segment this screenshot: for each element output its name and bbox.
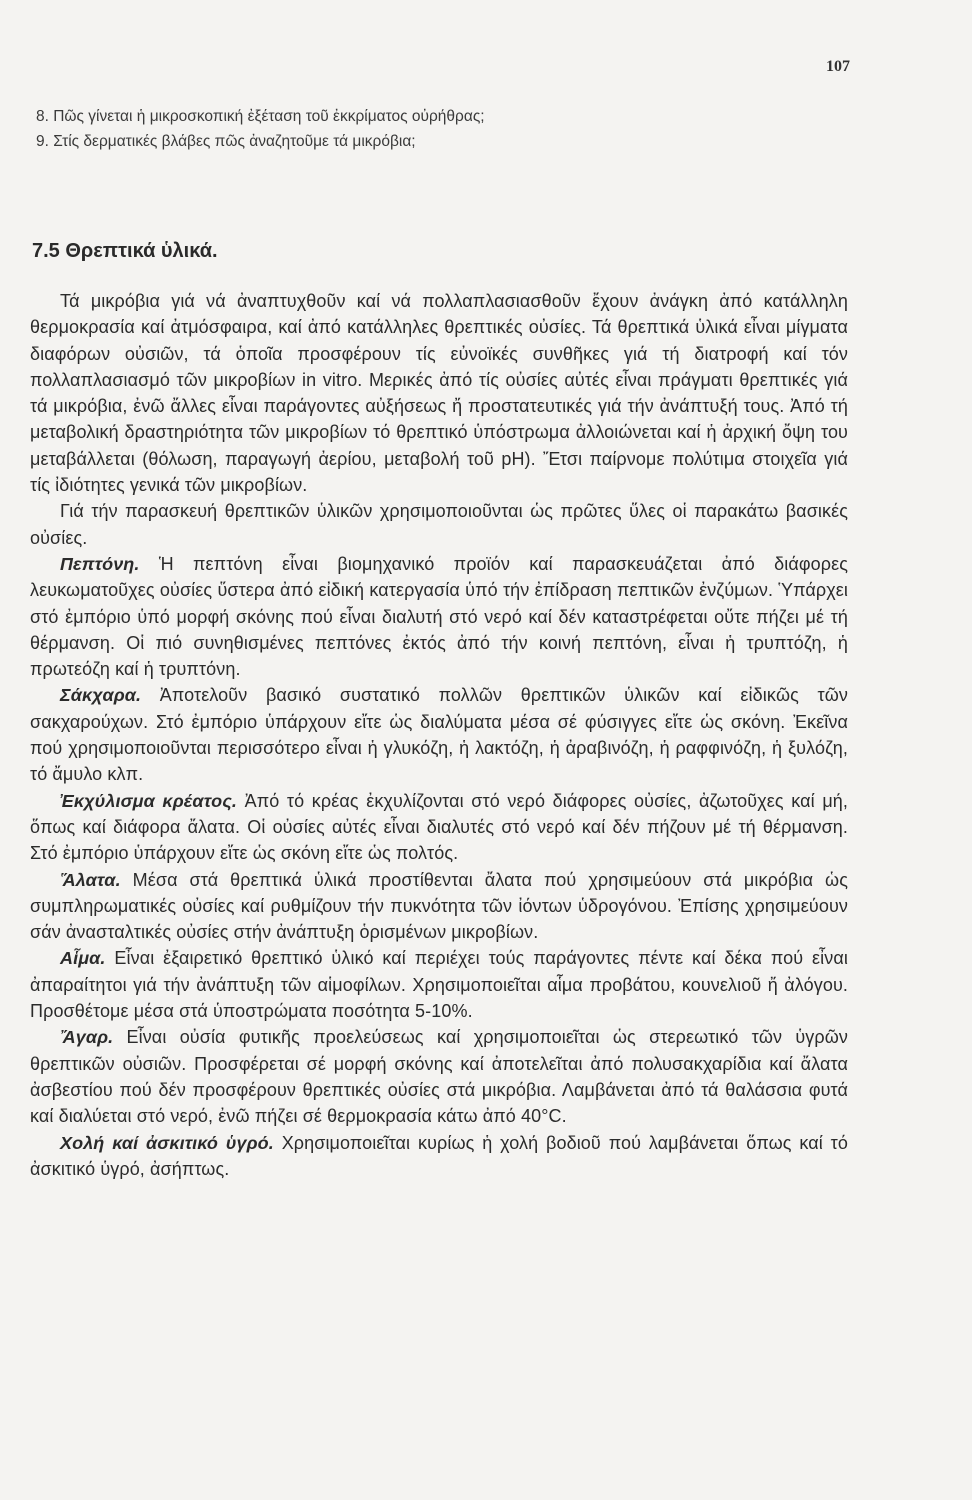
ingredient-paragraph-meat-extract bbox=[30, 788, 848, 867]
ingredient-paragraph-blood bbox=[30, 945, 848, 1024]
ingredient-paragraph-agar bbox=[30, 1024, 848, 1129]
ingredient-description: Εἶναι ἐξαιρετικό θρεπτικό ὑλικό καί περιέχει τούς παράγοντες πέντε καί δέκα πού εἶναι ἀπαραίτητοι γιά τήν ἀνάπτυξη τῶν αἱμοφίλων. Χρησιμοποιεῖται αἷμα προβάτου, κουνελιοῦ ἤ ἀλόγου. Προσθέτομε μέσα στά ὑποστρώματα ποσότητα 5-10%. bbox=[30, 948, 848, 1022]
ingredient-description: Εἶναι οὐσία φυτικῆς προελεύσεως καί χρησιμοποιεῖται ὡς στερεωτικό τῶν ὑγρῶν θρεπτικῶν οὐσιῶν. Προσφέρεται σέ μορφή σκόνης καί ἀποτελεῖται ἀπό πολυσακχαρίδια καί ἄλατα ἀσβεστίου πού δέν προσφέρουν θρεπτικές οὐσίες στά μικρόβια. Λαμβάνεται ἀπό τά θαλάσσια φυτά καί διαλύεται στό νερό, ἐνῶ πήζει σέ θερμοκρασία κάτω ἀπό 40°C. bbox=[30, 1027, 848, 1127]
ingredient-paragraph-salts bbox=[30, 867, 848, 946]
ingredient-description: Ἡ πεπτόνη εἶναι βιομηχανικό προϊόν καί παρασκευάζεται ἀπό διάφορες λευκωματοῦχες οὐσίες ὕστερα ἀπό εἰδική κατεργασία ὑπό τήν ἐπίδραση πεπτικῶν ἐνζύμων. Ὑπάρχει στό ἐμπόριο ὑπό μορφή σκόνης πού εἶναι διαλυτή στό νερό καί δέν καταστρέφεται οὔτε πήζει μέ τή θέρμανση. Οἱ πιό συνηθισμένες πεπτόνες ἐκτός ἀπό τήν κοινή πεπτόνη, εἶναι ἡ τρυπτόζη, ἡ πρωτεόζη καί ἡ τρυπτόνη. bbox=[30, 553, 848, 680]
question-item: 8. Πῶς γίνεται ἡ μικροσκοπική ἐξέταση τοῦ ἐκκρίματος οὐρήθρας; bbox=[36, 108, 485, 125]
review-questions bbox=[36, 104, 856, 154]
ingredient-description: Ἀποτελοῦν βασικό συστατικό πολλῶν θρεπτικῶν ὑλικῶν καί εἰδικῶς τῶν σακχαρούχων. Στό ἐμπόριο ὑπάρχουν εἴτε ὡς διαλύματα μέσα σέ φύσιγγες εἴτε ὡς σκόνη. Ἐκεῖνα πού χρησιμοποιοῦνται περισσότερο εἶναι ἡ γλυκόζη, ἡ λακτόζη, ἡ ἀραβινόζη, ἡ ραφφινόζη, ἡ ξυλόζη, τό ἄμυλο κλπ. bbox=[30, 685, 848, 785]
ingredient-paragraph-bile bbox=[30, 1130, 848, 1183]
section-body bbox=[30, 288, 848, 1182]
ingredient-term: Πεπτόνη. bbox=[60, 553, 140, 574]
ingredient-term: Ἄγαρ. bbox=[60, 1027, 114, 1048]
page-number: 107 bbox=[826, 58, 850, 75]
ingredient-term: Αἷμα. bbox=[60, 948, 106, 969]
ingredient-term: Ἐκχύλισμα κρέατος. bbox=[60, 790, 238, 811]
ingredient-description: Ἀπό τό κρέας ἐκχυλίζονται στό νερό διάφορες οὐσίες, ἀζωτοῦχες καί μή, ὅπως καί διάφορα ἄλατα. Οἱ οὐσίες αὐτές εἶναι διαλυτές στό νερό καί δέν πήζουν μέ τή θέρμανση. Στό ἐμπόριο ὑπάρχουν εἴτε ὡς σκόνη εἴτε ὡς πολτός. bbox=[30, 790, 848, 864]
ingredient-paragraph-peptone bbox=[30, 551, 848, 682]
question-item: 9. Στίς δερματικές βλάβες πῶς ἀναζητοῦμε τά μικρόβια; bbox=[36, 133, 416, 150]
intro-paragraph: Τά μικρόβια γιά νά ἀναπτυχθοῦν καί νά πολλαπλασιασθοῦν ἔχουν ἀνάγκη ἀπό κατάλληλη θερμοκρασία καί ἀτμόσφαιρα, καί ἀπό κατάλληλες θρεπτικές οὐσίες. Τά θρεπτικά ὑλικά εἶναι μίγματα διαφόρων οὐσιῶν, τά ὁποῖα προσφέρουν τίς εὐνοϊκές συνθῆκες γιά τή διατροφή καί τόν πολλαπλασιασμό τῶν μικροβίων in vitro. Μερικές ἀπό τίς οὐσίες αὐτές εἶναι πράγματι θρεπτικές γιά τά μικρόβια, ἐνῶ ἄλλες εἶναι παράγοντες αὐξήσεως ἤ προστατευτικές γιά τήν ἀνάπτυξή τους. Ἀπό τή μεταβολική δραστηριότητα τῶν μικροβίων τό θρεπτικό ὑπόστρωμα ἀλλοιώνεται καί ἡ ἀρχική ὄψη του μεταβάλλεται (θόλωση, παραγωγή ἀερίου, μεταβολή τοῦ pH). Ἔτσι παίρνομε πολύτιμα στοιχεῖα γιά τίς ἰδιότητες γενικά τῶν μικροβίων. bbox=[30, 291, 848, 496]
ingredient-term: Σάκχαρα. bbox=[60, 685, 142, 706]
ingredient-description: Χρησιμοποιεῖται κυρίως ἡ χολή βοδιοῦ πού λαμβάνεται ὅπως καί τό ἀσκιτικό ὑγρό, ἀσήπτως. bbox=[30, 1132, 848, 1179]
ingredient-description: Μέσα στά θρεπτικά ὑλικά προστίθενται ἄλατα πού χρησιμεύουν στά μικρόβια ὡς συμπληρωματικές οὐσίες καί ρυθμίζουν τήν πυκνότητα τῶν ἰόντων ὑδρογόνου. Ἐπίσης χρησιμεύουν σάν ἀνασταλτικές οὐσίες στήν ἀνάπτυξη ὁρισμένων μικροβίων. bbox=[30, 869, 848, 943]
ingredient-term: Ἅλατα. bbox=[60, 869, 121, 890]
ingredient-term: Χολή καί ἀσκιτικό ὑγρό. bbox=[60, 1132, 274, 1153]
intro-paragraph: Γιά τήν παρασκευή θρεπτικῶν ὑλικῶν χρησιμοποιοῦνται ὡς πρῶτες ὕλες οἱ παρακάτω βασικές οὐσίες. bbox=[30, 501, 848, 548]
section-title: 7.5 Θρεπτικά ὑλικά. bbox=[32, 240, 218, 262]
ingredient-paragraph-sugars bbox=[30, 682, 848, 787]
